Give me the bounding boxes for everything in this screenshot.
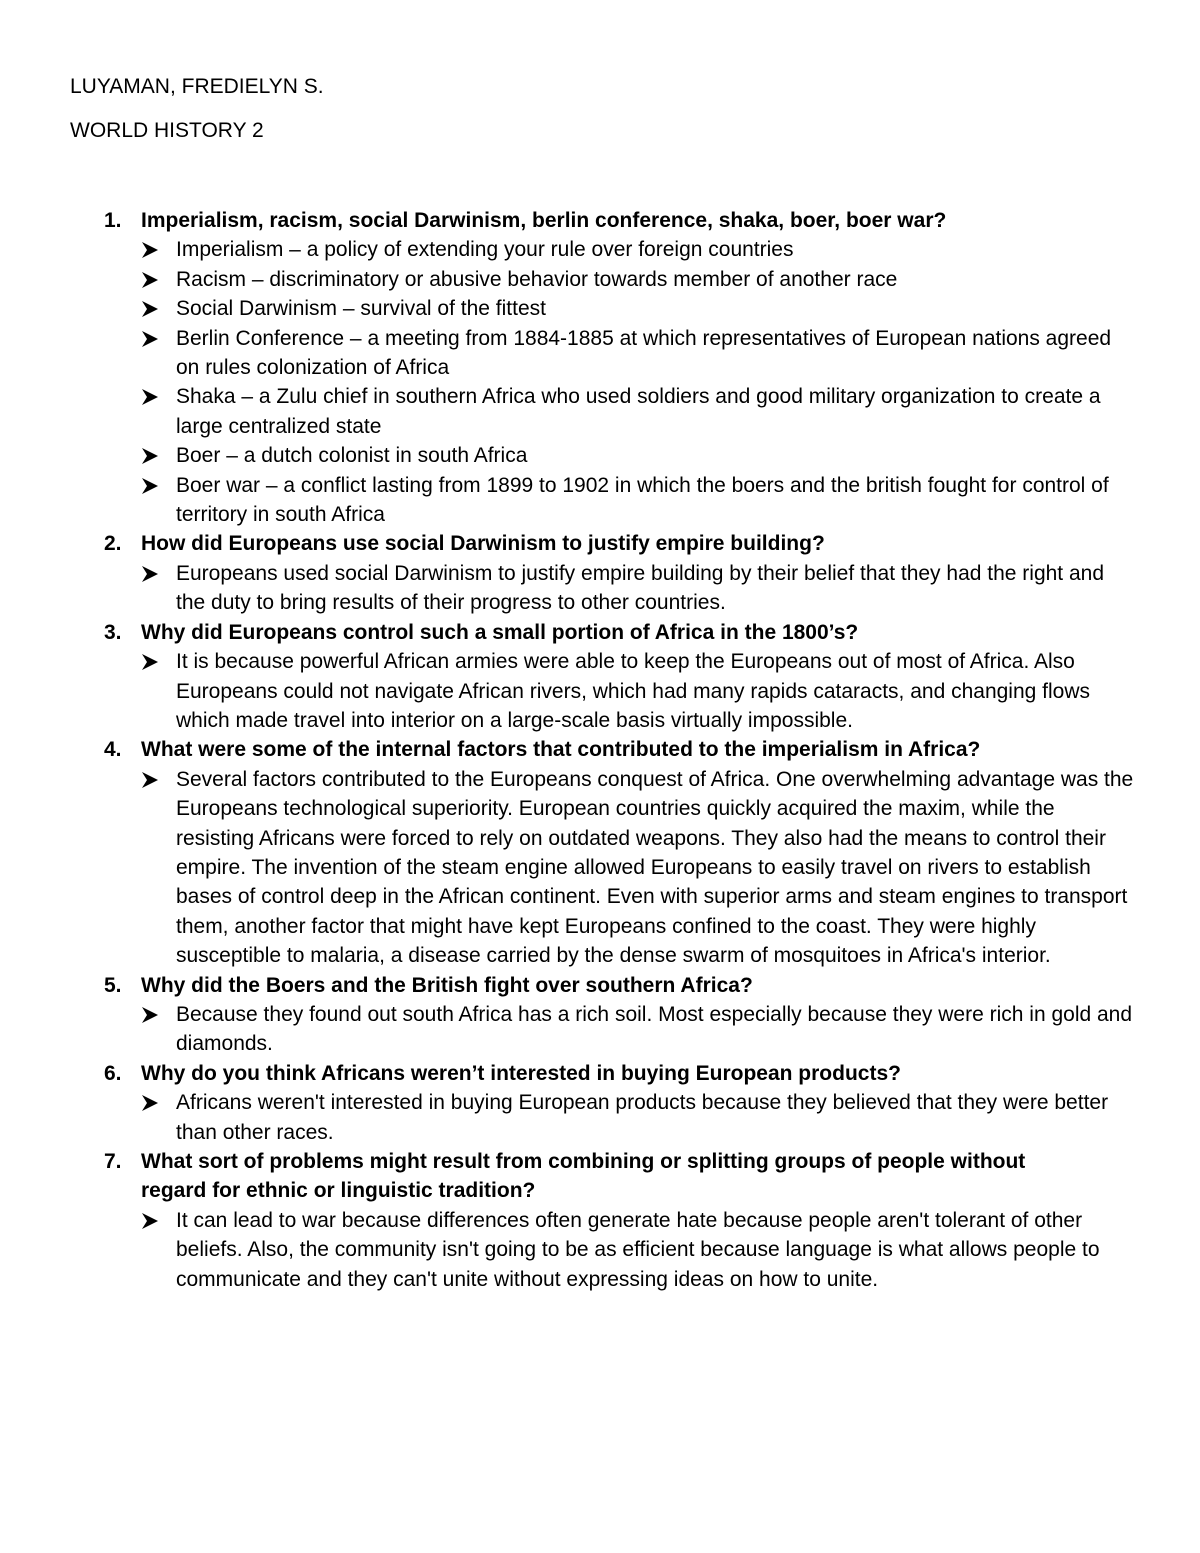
question-text: What sort of problems might result from combining or splitting groups of people without regard for ethnic or linguistic tradition?	[141, 1150, 1026, 1203]
answer-item	[0, 1088, 1136, 1147]
arrowhead-bullet-icon	[141, 242, 159, 258]
answer-text: Racism – discriminatory or abusive behavior towards member of another race	[176, 267, 898, 291]
question-heading	[0, 1059, 1061, 1088]
question-item-1	[0, 206, 1200, 529]
arrowhead-bullet-icon	[141, 301, 159, 317]
answer-list	[0, 647, 1200, 735]
question-heading	[0, 735, 1061, 764]
answer-item	[0, 265, 1136, 294]
answer-item	[0, 765, 1136, 971]
answer-text: Africans weren't interested in buying European products because they believed that they were better than other races.	[176, 1091, 1109, 1144]
answer-item	[0, 647, 1136, 735]
question-item-6	[0, 1059, 1200, 1147]
answer-list	[0, 1206, 1200, 1294]
question-number: 6.	[104, 1061, 122, 1085]
question-heading	[0, 1147, 1061, 1206]
question-text: How did Europeans use social Darwinism to justify empire building?	[141, 532, 825, 556]
question-number: 7.	[104, 1150, 122, 1173]
arrowhead-bullet-icon	[141, 654, 159, 670]
question-number: 4.	[104, 738, 122, 762]
student-name: LUYAMAN, FREDIELYN S.	[70, 75, 324, 98]
answer-text: Social Darwinism – survival of the fittest	[176, 297, 546, 321]
answer-text: Because they found out south Africa has a rich soil. Most especially because they were rich in gold and diamonds.	[176, 1002, 1133, 1056]
answer-item	[0, 235, 1136, 264]
answer-text: Shaka – a Zulu chief in southern Africa who used soldiers and good military organization to create a large centralized state	[176, 385, 1101, 438]
arrowhead-bullet-icon	[141, 566, 159, 582]
answer-list	[0, 1088, 1200, 1147]
answer-text: Berlin Conference – a meeting from 1884-1885 at which representatives of European nations agreed on rules colonization of Africa	[176, 326, 1112, 380]
question-heading	[0, 971, 1061, 1000]
question-item-4	[0, 735, 1200, 970]
answer-text: Imperialism – a policy of extending your rule over foreign countries	[176, 238, 794, 262]
arrowhead-bullet-icon	[141, 1095, 159, 1111]
question-heading	[0, 618, 1061, 647]
arrowhead-bullet-icon	[141, 772, 159, 788]
answer-list	[0, 765, 1200, 971]
answer-list	[0, 1000, 1200, 1059]
answer-item	[0, 471, 1136, 530]
arrowhead-bullet-icon	[141, 331, 159, 347]
question-heading	[0, 206, 1061, 235]
question-number: 1.	[104, 209, 122, 232]
arrowhead-bullet-icon	[141, 478, 159, 494]
question-number: 2.	[104, 532, 122, 556]
question-text: Why did Europeans control such a small portion of Africa in the 1800’s?	[141, 620, 859, 644]
arrowhead-bullet-icon	[141, 272, 159, 288]
question-text: Why did the Boers and the British fight over southern Africa?	[141, 973, 753, 997]
question-item-7	[0, 1147, 1200, 1294]
arrowhead-bullet-icon	[141, 1007, 159, 1023]
question-text: What were some of the internal factors that contributed to the imperialism in Africa?	[141, 738, 981, 762]
answer-item	[0, 441, 1136, 470]
answer-text: Europeans used social Darwinism to justify empire building by their belief that they had the right and the duty to bring results of their progress to other countries.	[176, 561, 1105, 615]
answer-text: Several factors contributed to the Europeans conquest of Africa. One overwhelming advantage was the Europeans technological superiority. European countries quickly acquired the maxim, while the resisting Africans were forced to rely on outdated weapons. They also had the means to control their empire. The invention of the steam engine allowed Europeans to easily travel on rivers to establish bases of control deep in the African continent. Even with superior arms and steam engines to transport them, another factor that might have kept Europeans confined to the coast. They were highly susceptible to malaria, a disease carried by the dense swarm of mosquitoes in Africa's interior.	[176, 767, 1134, 968]
answer-item	[0, 382, 1136, 441]
question-number: 3.	[104, 620, 122, 644]
arrowhead-bullet-icon	[141, 1213, 159, 1229]
answer-item	[0, 559, 1136, 618]
question-item-3	[0, 618, 1200, 736]
course-title: WORLD HISTORY 2	[70, 119, 264, 142]
answer-text: It can lead to war because differences often generate hate because people aren't tolerant of other beliefs. Also, the community isn't going to be as efficient because language is what allows people to communicate and they can't unite without expressing ideas on how to unite.	[176, 1208, 1100, 1291]
arrowhead-bullet-icon	[141, 389, 159, 405]
question-text: Why do you think Africans weren’t interested in buying European products?	[141, 1061, 901, 1085]
question-item-5	[0, 971, 1200, 1059]
question-heading	[0, 529, 1061, 558]
answer-text: Boer war – a conflict lasting from 1899 to 1902 in which the boers and the british fought for control of territory in south Africa	[176, 473, 1109, 527]
question-number: 5.	[104, 973, 122, 997]
question-item-2	[0, 529, 1200, 617]
question-text: Imperialism, racism, social Darwinism, berlin conference, shaka, boer, boer war?	[141, 209, 947, 232]
question-list	[0, 206, 1200, 1294]
answer-text: It is because powerful African armies were able to keep the Europeans out of most of Africa. Also Europeans could not navigate African rivers, which had many rapids cataracts, and changing flows which made travel into interior on a large-scale basis virtually impossible.	[176, 650, 1091, 732]
answer-item	[0, 294, 1136, 323]
answer-list	[0, 559, 1200, 618]
arrowhead-bullet-icon	[141, 448, 159, 464]
answer-text: Boer – a dutch colonist in south Africa	[176, 444, 528, 468]
answer-item	[0, 1206, 1136, 1294]
answer-item	[0, 1000, 1136, 1059]
answer-list	[0, 235, 1200, 529]
answer-item	[0, 324, 1136, 383]
